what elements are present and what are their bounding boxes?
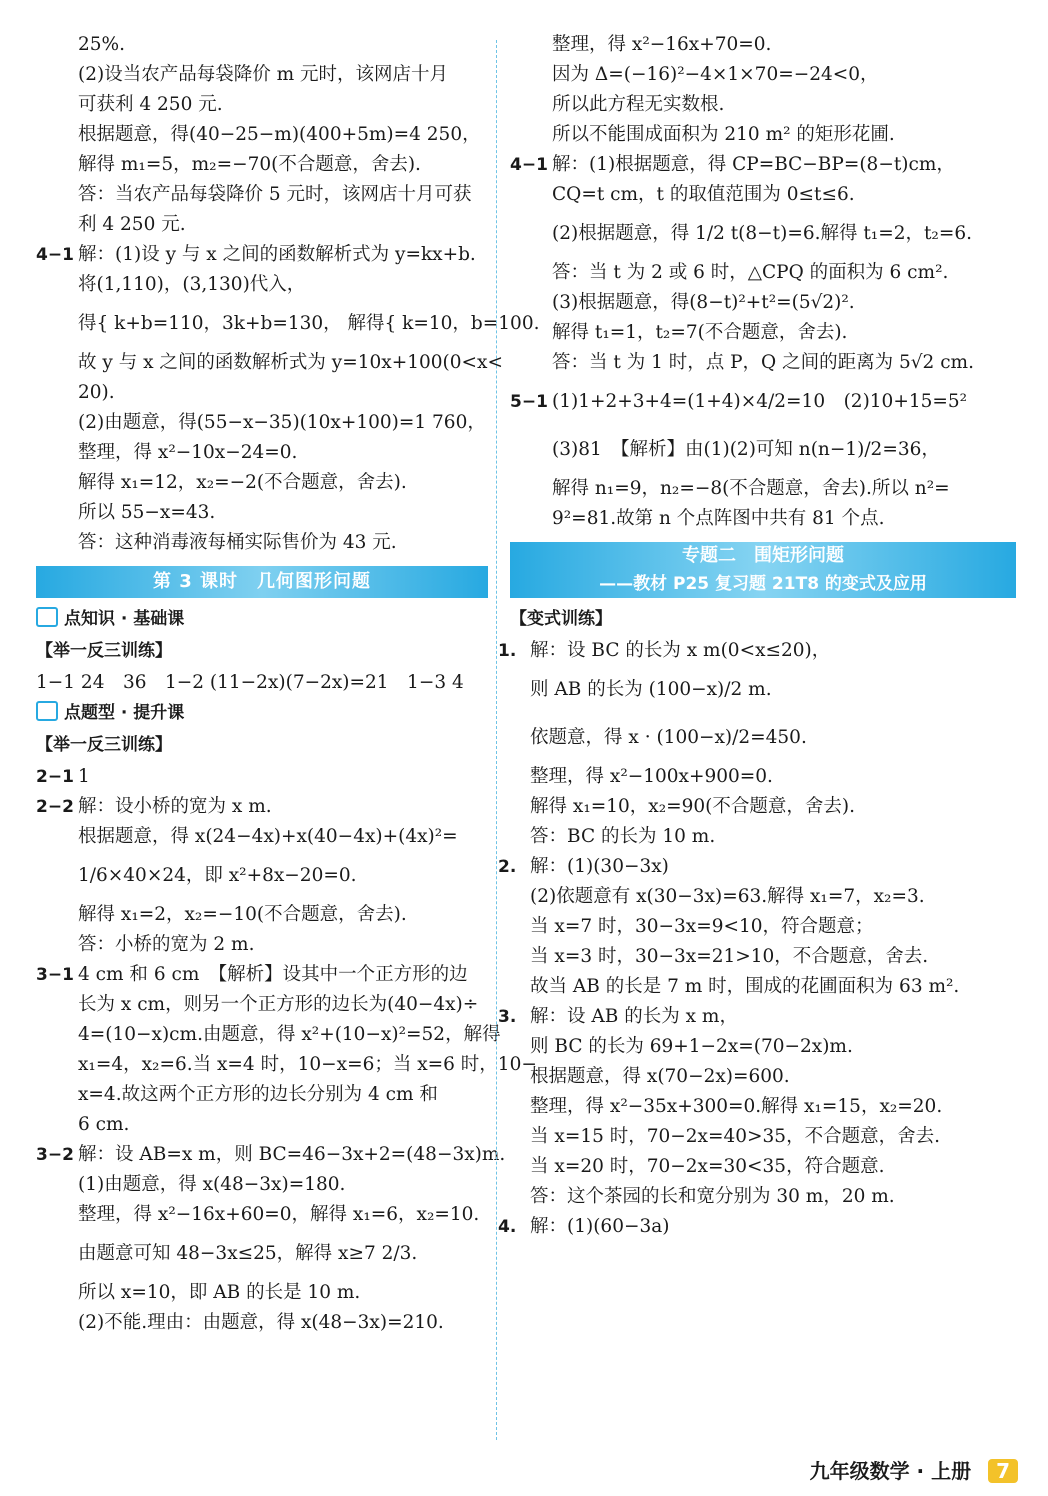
- answer-text: 当 x=15 时，70−2x=40>35，不合题意，舍去.: [530, 1126, 940, 1147]
- answer-line: [36, 930, 488, 960]
- answer-text: 解：设 AB=x m，则 BC=46−3x+2=(48−3x)m.: [78, 1144, 506, 1165]
- answer-text: (1)由题意，得 x(48−3x)=180.: [78, 1174, 346, 1195]
- answer-text: 依题意，得 x · (100−x)/2=450.: [530, 727, 807, 748]
- answer-line: [36, 1140, 506, 1170]
- answer-line: [36, 438, 488, 468]
- answer-line: [36, 348, 503, 378]
- answer-text: (2)由题意，得(55−x−35)(10x+100)=1 760，: [78, 412, 486, 433]
- answer-text: 当 x=3 时，30−3x=21>10，不合题意，舍去.: [530, 946, 929, 967]
- answer-text: 1: [78, 766, 90, 787]
- answer-line: [510, 1092, 1016, 1122]
- page-number: 7: [988, 1459, 1018, 1483]
- answer-text: 故 y 与 x 之间的函数解析式为 y=10x+100(0<x<: [78, 352, 503, 373]
- answer-line: [36, 30, 488, 60]
- problem-number: 4−1: [510, 155, 548, 175]
- answer-line: [510, 504, 1016, 534]
- problem-number: 3−1: [36, 965, 74, 985]
- answer-text: 解得 m₁=5，m₂=−70(不合题意，舍去).: [78, 154, 421, 175]
- section-banner: 第 3 课时 几何图形问题: [36, 566, 488, 598]
- answer-line: [510, 714, 1016, 762]
- answer-text: 当 x=20 时，70−2x=30<35，符合题意.: [530, 1156, 885, 1177]
- answer-line: [510, 762, 1016, 792]
- answer-line: [510, 180, 1016, 210]
- answer-line: [510, 30, 1016, 60]
- exercise-label: 【举一反三训练】: [36, 735, 172, 755]
- answer-line: [510, 474, 1016, 504]
- answer-line: [510, 1122, 1016, 1152]
- answer-text: 解：(1)设 y 与 x 之间的函数解析式为 y=kx+b.: [78, 244, 476, 265]
- answer-line: [36, 270, 488, 300]
- answer-text: 整理，得 x²−16x+60=0，解得 x₁=6，x₂=10.: [78, 1204, 480, 1225]
- answer-line: [510, 60, 1016, 90]
- answer-line: [510, 1062, 1016, 1092]
- answer-line: [36, 1050, 537, 1080]
- answer-text: 解得 x₁=2，x₂=−10(不合题意，舍去).: [78, 904, 407, 925]
- column-divider: [496, 40, 497, 1440]
- problem-number: 5−1: [510, 392, 548, 412]
- answer-text: 当 x=7 时，30−3x=9<10，符合题意；: [530, 916, 874, 937]
- answer-line: [510, 90, 1016, 120]
- answer-text: 可获利 4 250 元.: [78, 94, 223, 115]
- answer-text: 所以此方程无实数根.: [552, 94, 725, 115]
- answer-text: 解：(1)(30−3x): [530, 856, 669, 877]
- left-column: [36, 30, 540, 1338]
- answer-text: 因为 Δ=(−16)²−4×1×70=−24<0，: [552, 64, 879, 85]
- topic-banner: [510, 542, 1016, 598]
- answer-line: [510, 882, 1016, 912]
- answer-line: [36, 408, 488, 438]
- problem-number: 2−1: [36, 767, 74, 787]
- answer-line: [36, 210, 488, 240]
- answer-text: (3)根据题意，得(8−t)²+t²=(5√2)².: [552, 292, 855, 313]
- answer-line: [36, 960, 488, 990]
- answer-text: 解得 n₁=9，n₂=−8(不合题意，舍去).所以 n²=: [552, 478, 950, 499]
- right-column: [498, 30, 1016, 1242]
- answer-text: 解：设 BC 的长为 x m(0<x≤20)，: [530, 640, 831, 661]
- answer-line: [510, 792, 1016, 822]
- book-title: 九年级数学 · 上册: [809, 1459, 972, 1483]
- answer-line: [36, 240, 488, 270]
- answer-text: 根据题意，得 x(24−4x)+x(40−4x)+(4x)²=: [78, 826, 458, 847]
- problem-number: 1.: [498, 641, 517, 661]
- answer-line: [510, 426, 1016, 474]
- answer-line: [36, 498, 488, 528]
- answer-text: (1)1+2+3+4=(1+4)×4/2=10 (2)10+15=5²: [552, 391, 968, 412]
- answer-line: [36, 150, 488, 180]
- answer-text: 所以不能围成面积为 210 m² 的矩形花圃.: [552, 124, 895, 145]
- section-heading: [36, 698, 488, 728]
- answer-text: 9²=81.故第 n 个点阵图中共有 81 个点.: [552, 508, 885, 529]
- answer-text: 则 AB 的长为 (100−x)/2 m.: [530, 679, 772, 700]
- answer-text: 解得 x₁=10，x₂=90(不合题意，舍去).: [530, 796, 855, 817]
- answer-text: 答：BC 的长为 10 m.: [530, 826, 716, 847]
- answer-text: 整理，得 x²−100x+900=0.: [530, 766, 773, 787]
- answer-line: [510, 822, 1016, 852]
- answer-text: 1/6×40×24，即 x²+8x−20=0.: [78, 865, 357, 886]
- answer-line: [36, 528, 488, 558]
- answer-line: [36, 60, 488, 90]
- section-heading-text: 点题型 · 提升课: [64, 703, 185, 723]
- answer-line: [36, 120, 488, 150]
- answer-text: 根据题意，得 x(70−2x)=600.: [530, 1066, 790, 1087]
- answer-text: 解：(1)根据题意，得 CP=BC−BP=(8−t)cm，: [552, 154, 955, 175]
- answer-line: [36, 762, 488, 792]
- answer-line: [36, 1080, 488, 1110]
- answer-line: [36, 468, 488, 498]
- problem-number: 4−1: [36, 245, 74, 265]
- answer-line: [36, 1278, 488, 1308]
- answer-text: 整理，得 x²−16x+70=0.: [552, 34, 772, 55]
- exercise-label: 【变式训练】: [510, 609, 612, 629]
- answer-line: [510, 912, 1016, 942]
- answer-text: CQ=t cm，t 的取值范围为 0≤t≤6.: [552, 184, 855, 205]
- answer-line: [510, 942, 1016, 972]
- answer-text: 答：当 t 为 2 或 6 时，△CPQ 的面积为 6 cm².: [552, 262, 949, 283]
- answer-text: (2)根据题意，得 1/2 t(8−t)=6.解得 t₁=2，t₂=6.: [552, 223, 972, 244]
- answer-line: [510, 666, 1016, 714]
- problem-number: 2−2: [36, 797, 74, 817]
- answer-line: [510, 1152, 1016, 1182]
- answer-text: 整理，得 x²−10x−24=0.: [78, 442, 298, 463]
- answer-line: [36, 852, 488, 900]
- answer-text: 答：当 t 为 1 时，点 P，Q 之间的距离为 5√2 cm.: [552, 352, 974, 373]
- answer-line: [498, 1002, 1016, 1032]
- answer-line: [36, 300, 540, 348]
- answer-line: [510, 258, 1016, 288]
- answer-line: [510, 348, 1016, 378]
- answer-line: [510, 1182, 1016, 1212]
- answer-line: [510, 378, 1016, 426]
- answer-line: [36, 378, 488, 408]
- answer-text: (3)81 【解析】由(1)(2)可知 n(n−1)/2=36，: [552, 439, 940, 460]
- answer-text: x=4.故这两个正方形的边长分别为 4 cm 和: [78, 1084, 438, 1105]
- problem-number: 3−2: [36, 1145, 74, 1165]
- answer-text: 1−1 24 36 1−2 (11−2x)(7−2x)=21 1−3 4: [36, 672, 464, 693]
- answer-text: x₁=4，x₂=6.当 x=4 时，10−x=6；当 x=6 时，10−: [78, 1054, 537, 1075]
- answer-line: [510, 972, 1016, 1002]
- answer-text: 解：设 AB 的长为 x m，: [530, 1006, 738, 1027]
- answer-text: 25%.: [78, 34, 125, 55]
- section-heading: [36, 604, 488, 634]
- answer-text: 所以 x=10，即 AB 的长是 10 m.: [78, 1282, 361, 1303]
- answer-line: [498, 1212, 1016, 1242]
- answer-line: [36, 1308, 488, 1338]
- answer-line: [510, 210, 1016, 258]
- answer-line: [36, 1200, 488, 1230]
- answer-text: 答：小桥的宽为 2 m.: [78, 934, 255, 955]
- answer-text: 答：这种消毒液每桶实际售价为 43 元.: [78, 532, 397, 553]
- answer-line: [510, 120, 1016, 150]
- topic-title: 专题二 围矩形问题: [682, 545, 844, 566]
- answer-text: 答：当农产品每袋降价 5 元时，该网店十月可获: [78, 184, 472, 205]
- answer-text: (2)依题意有 x(30−3x)=63.解得 x₁=7，x₂=3.: [530, 886, 925, 907]
- answer-text: 所以 55−x=43.: [78, 502, 216, 523]
- answer-text: 解：设小桥的宽为 x m.: [78, 796, 272, 817]
- answer-line: [36, 90, 488, 120]
- book-icon: [36, 701, 58, 721]
- answer-line: [510, 1032, 1016, 1062]
- answer-line: [36, 1170, 488, 1200]
- answer-text: 4 cm 和 6 cm 【解析】设其中一个正方形的边: [78, 964, 468, 985]
- answer-text: 20).: [78, 382, 115, 403]
- answer-line: [36, 822, 488, 852]
- answer-text: (2)不能.理由：由题意，得 x(48−3x)=210.: [78, 1312, 444, 1333]
- answer-line: [36, 792, 488, 822]
- answer-text: 由题意可知 48−3x≤25，解得 x≥7 2/3.: [78, 1243, 418, 1264]
- answer-text: 得{ k+b=110，3k+b=130， 解得{ k=10，b=100.: [78, 313, 540, 334]
- answer-line: [36, 1230, 488, 1278]
- page-footer: [810, 1455, 1018, 1484]
- answer-line: [36, 668, 488, 698]
- answer-line: [498, 852, 1016, 882]
- answer-text: 解得 t₁=1，t₂=7(不合题意，舍去).: [552, 322, 848, 343]
- answer-text: 根据题意，得(40−25−m)(400+5m)=4 250，: [78, 124, 481, 145]
- answer-text: 长为 x cm，则另一个正方形的边长为(40−4x)÷: [78, 994, 479, 1015]
- answer-text: 将(1,110)，(3,130)代入，: [78, 274, 306, 295]
- problem-number: 3.: [498, 1007, 517, 1027]
- answer-text: 解得 x₁=12，x₂=−2(不合题意，舍去).: [78, 472, 407, 493]
- answer-text: 答：这个茶园的长和宽分别为 30 m，20 m.: [530, 1186, 895, 1207]
- answer-text: 则 BC 的长为 69+1−2x=(70−2x)m.: [530, 1036, 853, 1057]
- answer-text: 利 4 250 元.: [78, 214, 186, 235]
- answer-text: (2)设当农产品每袋降价 m 元时，该网店十月: [78, 64, 449, 85]
- answer-line: [498, 636, 1016, 666]
- answer-text: 4=(10−x)cm.由题意，得 x²+(10−x)²=52，解得: [78, 1024, 501, 1045]
- answer-line: [36, 180, 488, 210]
- answer-line: [510, 288, 1016, 318]
- answer-line: [36, 900, 488, 930]
- answer-text: 6 cm.: [78, 1114, 130, 1135]
- problem-number: 4.: [498, 1217, 517, 1237]
- answer-line: [36, 990, 488, 1020]
- problem-number: 2.: [498, 857, 517, 877]
- answer-text: 故当 AB 的长是 7 m 时，围成的花圃面积为 63 m².: [530, 976, 960, 997]
- answer-text: 整理，得 x²−35x+300=0.解得 x₁=15，x₂=20.: [530, 1096, 943, 1117]
- answer-text: 解：(1)(60−3a): [530, 1216, 670, 1237]
- topic-subtitle: ——教材 P25 复习题 21T8 的变式及应用: [599, 574, 927, 594]
- book-icon: [36, 607, 58, 627]
- section-heading-text: 点知识 · 基础课: [64, 609, 185, 629]
- exercise-label: 【举一反三训练】: [36, 641, 172, 661]
- answer-line: [36, 1020, 501, 1050]
- answer-line: [510, 150, 1016, 180]
- answer-line: [36, 1110, 488, 1140]
- answer-line: [510, 318, 1016, 348]
